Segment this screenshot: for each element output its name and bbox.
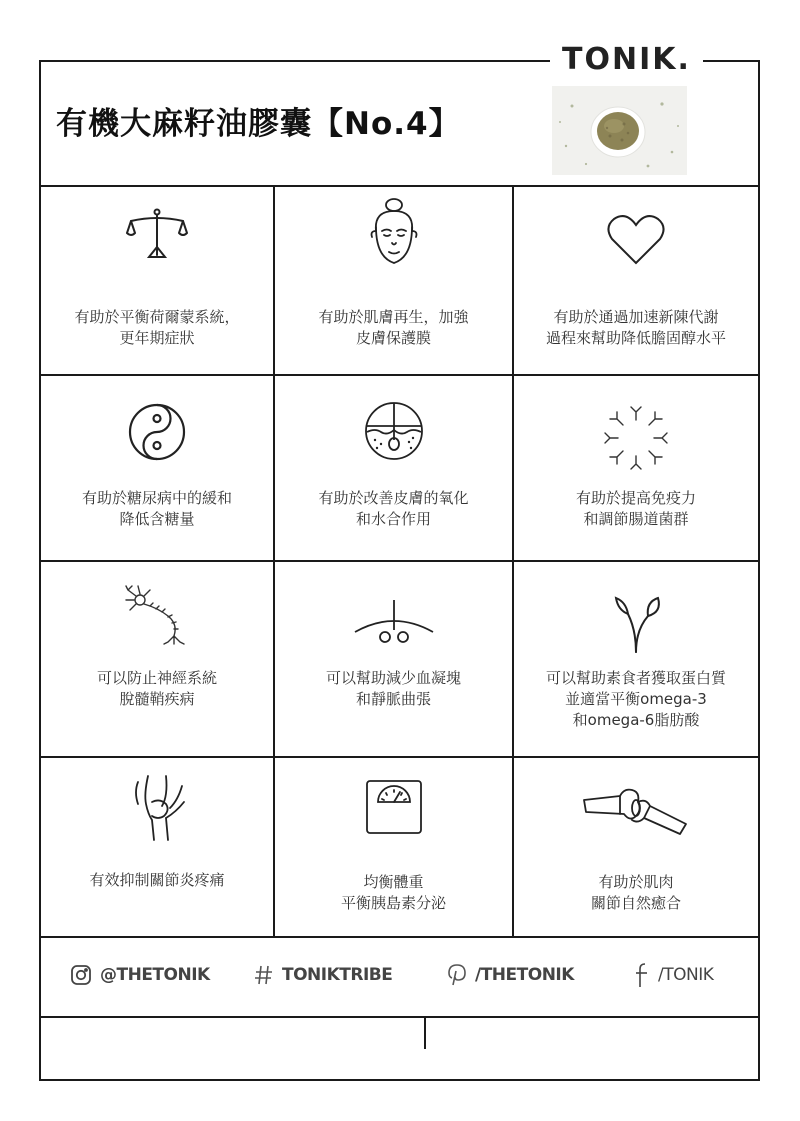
sprout-icon xyxy=(514,596,758,654)
skin-follicle-icon xyxy=(275,400,512,462)
facebook-icon xyxy=(634,961,650,989)
page-title: 有機大麻籽油膠囊【No.4】 xyxy=(56,106,461,142)
pinterest-icon xyxy=(447,963,467,987)
grid-line xyxy=(39,936,760,938)
benefit-text: 有助於肌膚再生，加強 皮膚保護膜 xyxy=(318,308,469,347)
benefit-cell xyxy=(514,376,758,560)
benefit-cell xyxy=(275,562,512,756)
benefit-text: 有助於提高免疫力 和調節腸道菌群 xyxy=(575,489,696,528)
blood-flow-icon xyxy=(275,598,512,644)
benefit-text: 有助於糖尿病中的緩和 降低含糖量 xyxy=(81,489,232,528)
hashtag-label: TONIKTRIBE xyxy=(282,965,393,985)
benefit-cell xyxy=(514,187,758,374)
benefit-text: 均衡體重 平衡胰島素分泌 xyxy=(340,873,446,912)
benefit-text: 可以幫助減少血凝塊 和靜脈曲張 xyxy=(325,669,461,708)
benefit-text: 有助於平衡荷爾蒙系統， 更年期症狀 xyxy=(74,308,240,347)
benefit-text: 可以幫助素食者獲取蛋白質 並適當平衡omega-3 和omega-6脂肪酸 xyxy=(545,669,726,729)
benefit-text: 有助於通過加速新陳代謝 過程來幫助降低膽固醇水平 xyxy=(545,308,726,347)
antibody-ring-icon xyxy=(514,404,758,472)
instagram-handle[interactable] xyxy=(70,962,210,988)
heart-icon xyxy=(514,213,758,267)
yin-yang-icon xyxy=(41,402,273,462)
benefit-text: 可以防止神經系統 脫髓鞘疾病 xyxy=(96,669,217,708)
benefit-cell xyxy=(275,758,512,936)
weighing-scale-icon xyxy=(275,778,512,836)
hashtag-icon xyxy=(254,964,274,986)
benefit-text: 有助於肌肉 關節自然癒合 xyxy=(590,873,681,912)
brand-logo: TONIK. xyxy=(550,40,703,80)
knee-icon xyxy=(41,772,273,842)
benefit-cell xyxy=(41,376,273,560)
hemp-seed-bowl-photo xyxy=(552,86,687,175)
neuron-icon xyxy=(41,584,273,646)
instagram-icon xyxy=(70,964,92,986)
face-icon xyxy=(275,197,512,269)
instagram-label: @THETONIK xyxy=(100,965,210,985)
benefit-text: 有效抑制關節炎疼痛 xyxy=(89,871,225,889)
divider xyxy=(424,1016,426,1049)
benefit-cell xyxy=(514,562,758,756)
hashtag-handle[interactable] xyxy=(254,962,392,988)
benefit-text: 有助於改善皮膚的氧化 和水合作用 xyxy=(318,489,469,528)
scale-icon xyxy=(41,207,273,263)
benefit-cell xyxy=(41,562,273,756)
pinterest-handle[interactable] xyxy=(447,962,574,988)
benefit-cell xyxy=(41,758,273,936)
grid-line xyxy=(39,1016,760,1018)
facebook-label: /TONIK xyxy=(658,965,714,985)
joint-bone-icon xyxy=(514,784,758,840)
facebook-handle[interactable] xyxy=(634,962,713,988)
benefit-cell xyxy=(275,376,512,560)
benefit-cell xyxy=(514,758,758,936)
benefit-cell xyxy=(41,187,273,374)
benefit-cell xyxy=(275,187,512,374)
pinterest-label: /THETONIK xyxy=(475,965,574,985)
